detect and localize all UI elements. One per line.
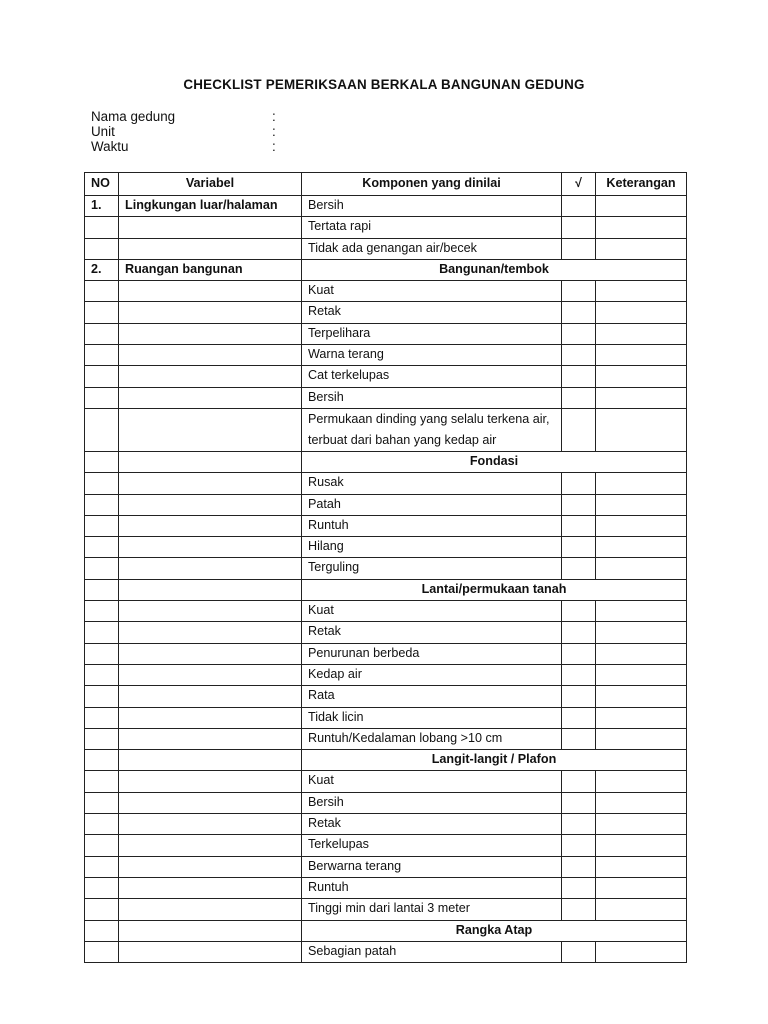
cell-variabel — [119, 814, 302, 835]
check-cell[interactable] — [562, 622, 596, 643]
cell-variabel — [119, 408, 302, 451]
table-row — [85, 856, 687, 877]
document-info — [91, 109, 276, 154]
cell-no — [85, 302, 119, 323]
cell-variabel — [119, 941, 302, 962]
cell-no — [85, 728, 119, 749]
cell-no — [85, 920, 119, 941]
table-row — [85, 707, 687, 728]
cell-no — [85, 643, 119, 664]
cell-variabel — [119, 920, 302, 941]
cell-no — [85, 408, 119, 451]
cell-no — [85, 686, 119, 707]
info-label: Waktu — [91, 139, 129, 154]
table-row — [85, 196, 687, 217]
cell-no — [85, 750, 119, 771]
section-row — [85, 750, 687, 771]
cell-no — [85, 899, 119, 920]
cell-no — [85, 451, 119, 472]
cell-komponen: Hilang — [302, 537, 562, 558]
keterangan-cell[interactable] — [596, 664, 687, 685]
cell-variabel — [119, 515, 302, 536]
cell-variabel — [119, 707, 302, 728]
section-row — [85, 920, 687, 941]
keterangan-cell[interactable] — [596, 835, 687, 856]
section-heading: Fondasi — [302, 451, 687, 472]
table-row — [85, 217, 687, 238]
section-heading: Langit-langit / Plafon — [302, 750, 687, 771]
cell-no — [85, 281, 119, 302]
table-row — [85, 494, 687, 515]
keterangan-cell[interactable] — [596, 302, 687, 323]
check-cell[interactable] — [562, 408, 596, 451]
cell-komponen: Tidak ada genangan air/becek — [302, 238, 562, 259]
document-title: CHECKLIST PEMERIKSAAN BERKALA BANGUNAN GEDUNG — [183, 77, 585, 92]
cell-komponen: Patah — [302, 494, 562, 515]
cell-komponen: Penurunan berbeda — [302, 643, 562, 664]
cell-variabel — [119, 835, 302, 856]
header-variabel: Variabel — [119, 173, 302, 196]
header-komponen: Komponen yang dinilai — [302, 173, 562, 196]
cell-komponen: Bersih — [302, 196, 562, 217]
check-cell[interactable] — [562, 302, 596, 323]
cell-no — [85, 494, 119, 515]
cell-no — [85, 941, 119, 962]
table-row — [85, 323, 687, 344]
cell-no — [85, 814, 119, 835]
keterangan-cell[interactable] — [596, 856, 687, 877]
check-cell[interactable] — [562, 196, 596, 217]
cell-komponen: Runtuh — [302, 877, 562, 898]
check-cell[interactable] — [562, 217, 596, 238]
table-row — [85, 728, 687, 749]
cell-no: 1. — [85, 196, 119, 217]
cell-komponen: Runtuh/Kedalaman lobang >10 cm — [302, 728, 562, 749]
cell-komponen: Permukaan dinding yang selalu terkena air, terbuat dari bahan yang kedap air — [302, 408, 562, 451]
cell-no — [85, 323, 119, 344]
cell-variabel — [119, 792, 302, 813]
keterangan-cell[interactable] — [596, 558, 687, 579]
keterangan-cell[interactable] — [596, 494, 687, 515]
cell-komponen: Retak — [302, 622, 562, 643]
section-row — [85, 451, 687, 472]
check-cell[interactable] — [562, 537, 596, 558]
cell-variabel — [119, 643, 302, 664]
info-label: Nama gedung — [91, 109, 176, 124]
cell-no — [85, 601, 119, 622]
keterangan-cell[interactable] — [596, 387, 687, 408]
cell-variabel — [119, 302, 302, 323]
cell-no — [85, 664, 119, 685]
info-row-unit — [91, 124, 276, 139]
table-row — [85, 515, 687, 536]
cell-komponen: Retak — [302, 302, 562, 323]
cell-variabel — [119, 323, 302, 344]
check-cell[interactable] — [562, 899, 596, 920]
cell-komponen: Retak — [302, 814, 562, 835]
table-row — [85, 473, 687, 494]
cell-komponen: Rata — [302, 686, 562, 707]
cell-variabel — [119, 473, 302, 494]
cell-no — [85, 622, 119, 643]
check-cell[interactable] — [562, 941, 596, 962]
keterangan-cell[interactable] — [596, 686, 687, 707]
cell-variabel — [119, 728, 302, 749]
table-row — [85, 537, 687, 558]
table-row — [85, 302, 687, 323]
table-row — [85, 366, 687, 387]
check-cell[interactable] — [562, 771, 596, 792]
keterangan-cell[interactable] — [596, 196, 687, 217]
table-row — [85, 771, 687, 792]
cell-variabel — [119, 664, 302, 685]
keterangan-cell[interactable] — [596, 771, 687, 792]
check-cell[interactable] — [562, 494, 596, 515]
check-cell[interactable] — [562, 835, 596, 856]
check-cell[interactable] — [562, 345, 596, 366]
checklist-body — [85, 196, 687, 963]
cell-komponen: Kuat — [302, 281, 562, 302]
keterangan-cell[interactable] — [596, 217, 687, 238]
check-cell[interactable] — [562, 601, 596, 622]
cell-variabel — [119, 558, 302, 579]
table-header-row — [85, 173, 687, 196]
cell-variabel — [119, 537, 302, 558]
table-row — [85, 835, 687, 856]
cell-variabel — [119, 771, 302, 792]
cell-komponen: Bersih — [302, 387, 562, 408]
check-cell[interactable] — [562, 707, 596, 728]
check-cell[interactable] — [562, 643, 596, 664]
table-row — [85, 387, 687, 408]
check-cell[interactable] — [562, 856, 596, 877]
cell-komponen: Tertata rapi — [302, 217, 562, 238]
cell-komponen: Terpelihara — [302, 323, 562, 344]
table-row — [85, 558, 687, 579]
check-cell[interactable] — [562, 686, 596, 707]
check-cell[interactable] — [562, 473, 596, 494]
cell-no — [85, 387, 119, 408]
header-keterangan: Keterangan — [596, 173, 687, 196]
cell-variabel — [119, 856, 302, 877]
cell-variabel — [119, 601, 302, 622]
cell-komponen: Kuat — [302, 771, 562, 792]
cell-variabel — [119, 451, 302, 472]
section-row — [85, 579, 687, 600]
cell-no — [85, 473, 119, 494]
cell-variabel — [119, 238, 302, 259]
cell-no — [85, 217, 119, 238]
keterangan-cell[interactable] — [596, 643, 687, 664]
cell-variabel: Lingkungan luar/halaman — [119, 196, 302, 217]
check-cell[interactable] — [562, 792, 596, 813]
info-row-waktu — [91, 139, 276, 154]
cell-no — [85, 792, 119, 813]
keterangan-cell[interactable] — [596, 537, 687, 558]
section-heading: Lantai/permukaan tanah — [302, 579, 687, 600]
table-row — [85, 899, 687, 920]
cell-komponen: Runtuh — [302, 515, 562, 536]
keterangan-cell[interactable] — [596, 281, 687, 302]
section-heading: Bangunan/tembok — [302, 259, 687, 280]
keterangan-cell[interactable] — [596, 366, 687, 387]
keterangan-cell[interactable] — [596, 728, 687, 749]
cell-no — [85, 856, 119, 877]
cell-no — [85, 579, 119, 600]
cell-no — [85, 238, 119, 259]
keterangan-cell[interactable] — [596, 408, 687, 451]
keterangan-cell[interactable] — [596, 473, 687, 494]
table-row — [85, 686, 687, 707]
cell-variabel — [119, 494, 302, 515]
table-row — [85, 238, 687, 259]
keterangan-cell[interactable] — [596, 792, 687, 813]
cell-variabel — [119, 622, 302, 643]
cell-variabel — [119, 366, 302, 387]
table-row — [85, 941, 687, 962]
check-cell[interactable] — [562, 238, 596, 259]
table-row — [85, 601, 687, 622]
cell-variabel — [119, 686, 302, 707]
cell-no — [85, 877, 119, 898]
cell-variabel — [119, 281, 302, 302]
cell-variabel — [119, 750, 302, 771]
check-cell[interactable] — [562, 387, 596, 408]
info-row-nama-gedung — [91, 109, 276, 124]
check-cell[interactable] — [562, 814, 596, 835]
info-colon: : — [272, 109, 276, 124]
cell-no: 2. — [85, 259, 119, 280]
info-label: Unit — [91, 124, 115, 139]
keterangan-cell[interactable] — [596, 601, 687, 622]
cell-komponen: Sebagian patah — [302, 941, 562, 962]
cell-variabel — [119, 345, 302, 366]
keterangan-cell[interactable] — [596, 622, 687, 643]
info-colon: : — [272, 124, 276, 139]
keterangan-cell[interactable] — [596, 814, 687, 835]
keterangan-cell[interactable] — [596, 323, 687, 344]
cell-no — [85, 835, 119, 856]
cell-komponen: Kedap air — [302, 664, 562, 685]
table-row — [85, 281, 687, 302]
cell-no — [85, 537, 119, 558]
cell-komponen: Rusak — [302, 473, 562, 494]
cell-komponen: Tinggi min dari lantai 3 meter — [302, 899, 562, 920]
cell-komponen: Tidak licin — [302, 707, 562, 728]
cell-variabel: Ruangan bangunan — [119, 259, 302, 280]
cell-komponen: Kuat — [302, 601, 562, 622]
keterangan-cell[interactable] — [596, 238, 687, 259]
table-row — [85, 877, 687, 898]
table-row — [85, 643, 687, 664]
cell-no — [85, 515, 119, 536]
checklist-table — [84, 172, 687, 963]
check-cell[interactable] — [562, 366, 596, 387]
cell-variabel — [119, 899, 302, 920]
cell-no — [85, 771, 119, 792]
cell-komponen: Terkelupas — [302, 835, 562, 856]
table-row — [85, 345, 687, 366]
cell-variabel — [119, 877, 302, 898]
check-cell[interactable] — [562, 877, 596, 898]
keterangan-cell[interactable] — [596, 515, 687, 536]
check-cell[interactable] — [562, 558, 596, 579]
keterangan-cell[interactable] — [596, 707, 687, 728]
section-row — [85, 259, 687, 280]
section-heading: Rangka Atap — [302, 920, 687, 941]
keterangan-cell[interactable] — [596, 941, 687, 962]
check-cell[interactable] — [562, 515, 596, 536]
check-cell[interactable] — [562, 323, 596, 344]
table-row — [85, 408, 687, 451]
check-cell[interactable] — [562, 281, 596, 302]
table-row — [85, 664, 687, 685]
cell-no — [85, 707, 119, 728]
cell-komponen: Cat terkelupas — [302, 366, 562, 387]
cell-no — [85, 366, 119, 387]
cell-variabel — [119, 579, 302, 600]
check-cell[interactable] — [562, 664, 596, 685]
header-no: NO — [85, 173, 119, 196]
cell-komponen: Warna terang — [302, 345, 562, 366]
table-row — [85, 622, 687, 643]
cell-komponen: Bersih — [302, 792, 562, 813]
check-cell[interactable] — [562, 728, 596, 749]
header-check: √ — [562, 173, 596, 196]
keterangan-cell[interactable] — [596, 345, 687, 366]
cell-no — [85, 345, 119, 366]
info-colon: : — [272, 139, 276, 154]
cell-komponen: Berwarna terang — [302, 856, 562, 877]
cell-variabel — [119, 387, 302, 408]
table-row — [85, 814, 687, 835]
keterangan-cell[interactable] — [596, 877, 687, 898]
keterangan-cell[interactable] — [596, 899, 687, 920]
table-row — [85, 792, 687, 813]
cell-no — [85, 558, 119, 579]
cell-komponen: Terguling — [302, 558, 562, 579]
cell-variabel — [119, 217, 302, 238]
